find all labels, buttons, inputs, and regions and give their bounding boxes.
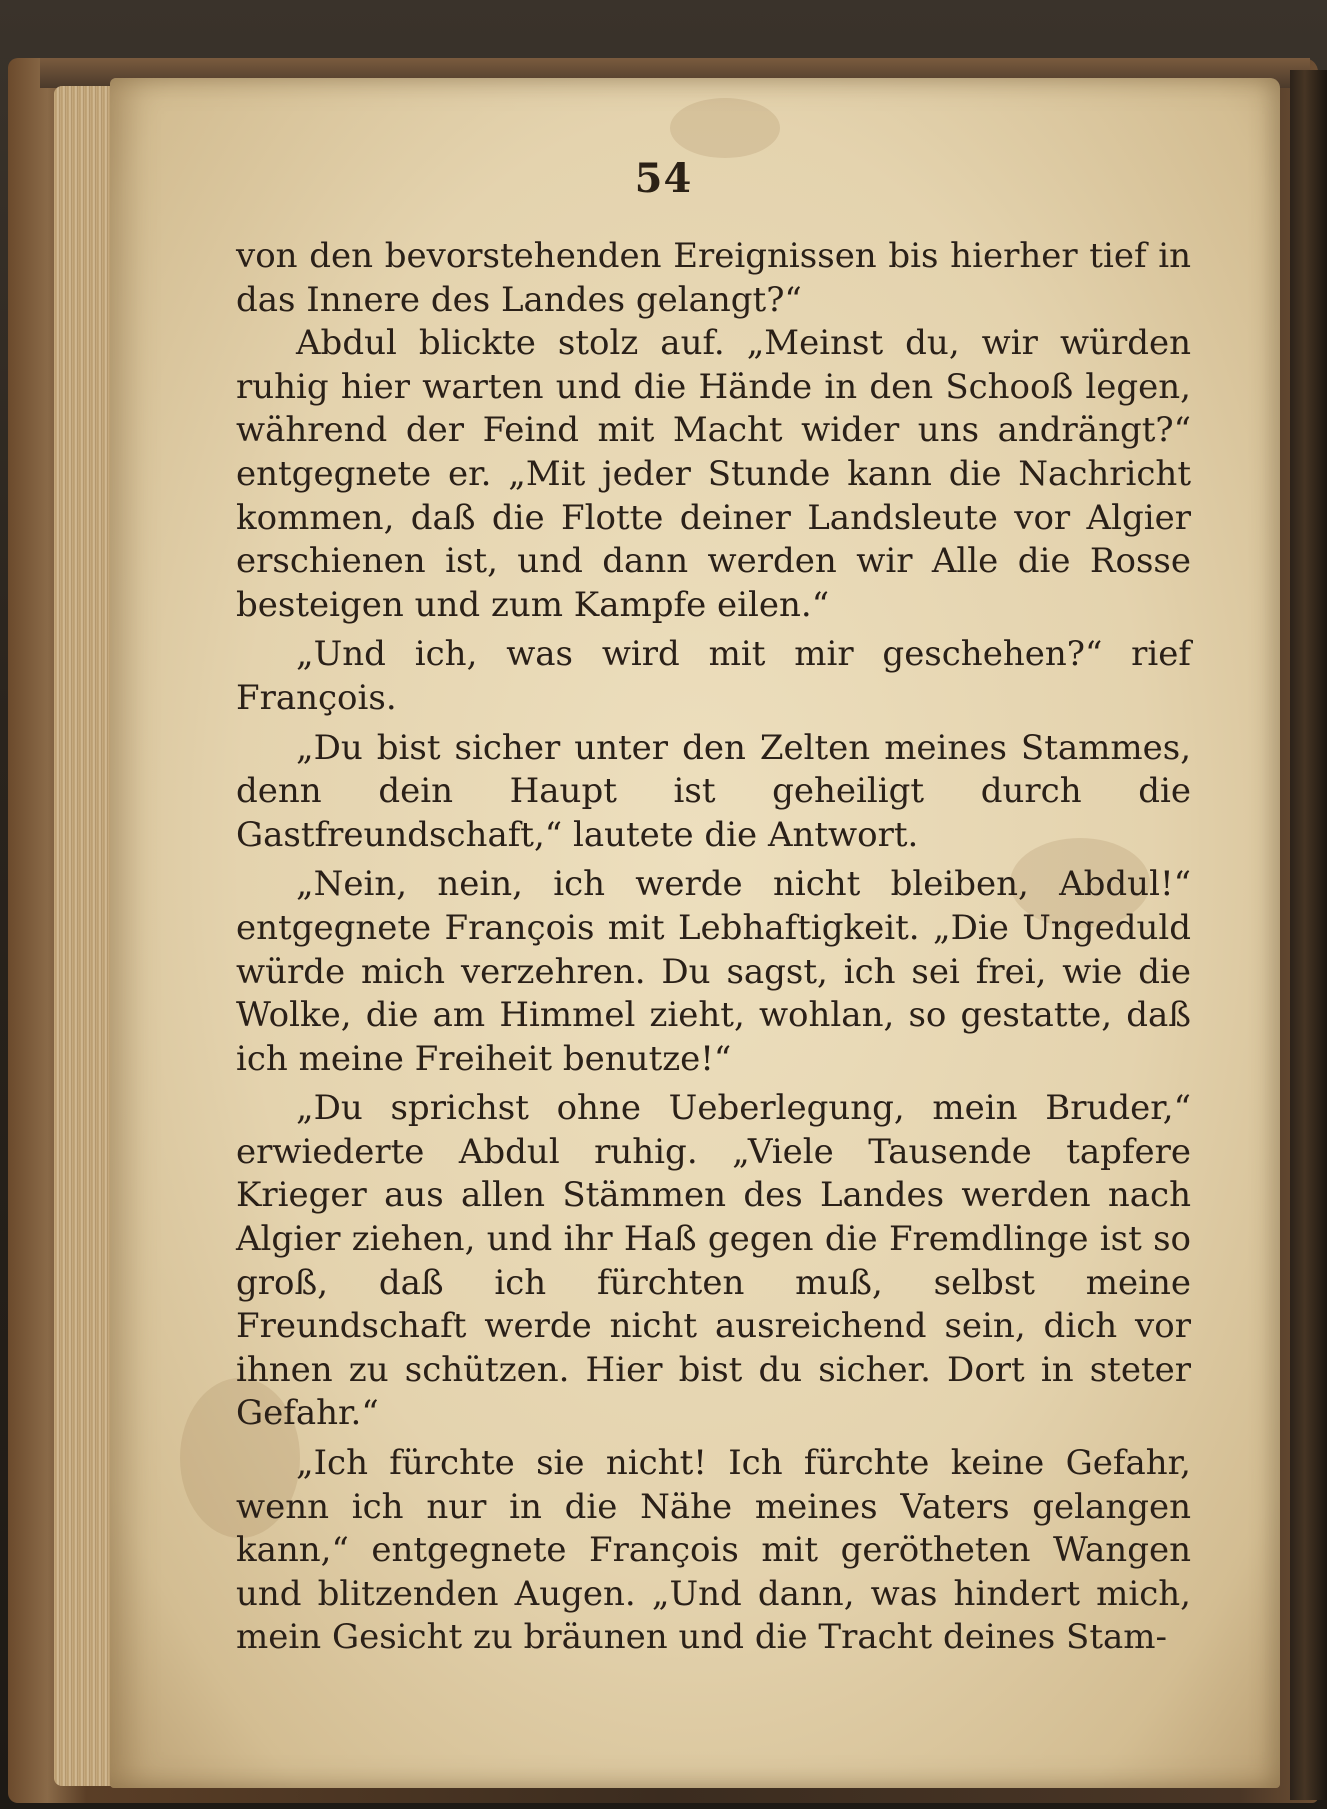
body-text xyxy=(236,235,1191,1660)
paragraph: „Du bist sicher unter den Zelten meines Stammes, denn dein Haupt ist geheiligt durch die Gastfreundschaft,“ lautete die Antwort. xyxy=(236,727,1191,855)
paragraph: Abdul blickte stolz auf. „Meinst du, wir würden ruhig hier warten und die Hände in den Schooß legen, während der Feind mit Macht wider uns andrängt?“ entgegnete er. „Mit jeder Stunde kann die Nachricht kommen, daß die Flotte deiner Landsleute vor Algier erschienen ist, und dann werden wir Alle die Rosse besteigen und zum Kampfe eilen.“ xyxy=(236,323,1191,625)
paragraph: „Ich fürchte sie nicht! Ich fürchte keine Gefahr, wenn ich nur in die Nähe meines Vaters gelangen kann,“ entgegnete François mit gerötheten Wangen und blitzenden Augen. „Und dann, was hindert mich, mein Gesicht zu bräunen und die Tracht deines Stam- xyxy=(236,1443,1191,1658)
paragraph: „Und ich, was wird mit mir geschehen?“ rief François. xyxy=(236,634,1191,718)
page-number: 54 xyxy=(634,155,693,202)
paragraph: von den bevorstehenden Ereignissen bis hierher tief in das Innere des Landes gelangt?“ xyxy=(236,236,1191,320)
paper-stain xyxy=(670,98,780,158)
paragraph: „Nein, nein, ich werde nicht bleiben, Abdul!“ entgegnete François mit Lebhaftigkeit. „Die Ungeduld würde mich verzehren. Du sagst, ich sei frei, wie die Wolke, die am Himmel zieht, wohlan, so gestatte, daß ich meine Freiheit benutze!“ xyxy=(236,864,1191,1079)
book-spine-gutter xyxy=(1290,70,1327,1800)
paragraph: „Du sprichst ohne Ueberlegung, mein Bruder,“ erwiederte Abdul ruhig. „Viele Tausende tapfere Krieger aus allen Stämmen des Landes werden nach Algier ziehen, und ihr Haß gegen die Fremdlinge ist so groß, daß ich fürchten muß, selbst meine Freundschaft werde nicht ausreichend sein, dich vor ihnen zu schützen. Hier bist du sicher. Dort in steter Gefahr.“ xyxy=(236,1088,1191,1434)
